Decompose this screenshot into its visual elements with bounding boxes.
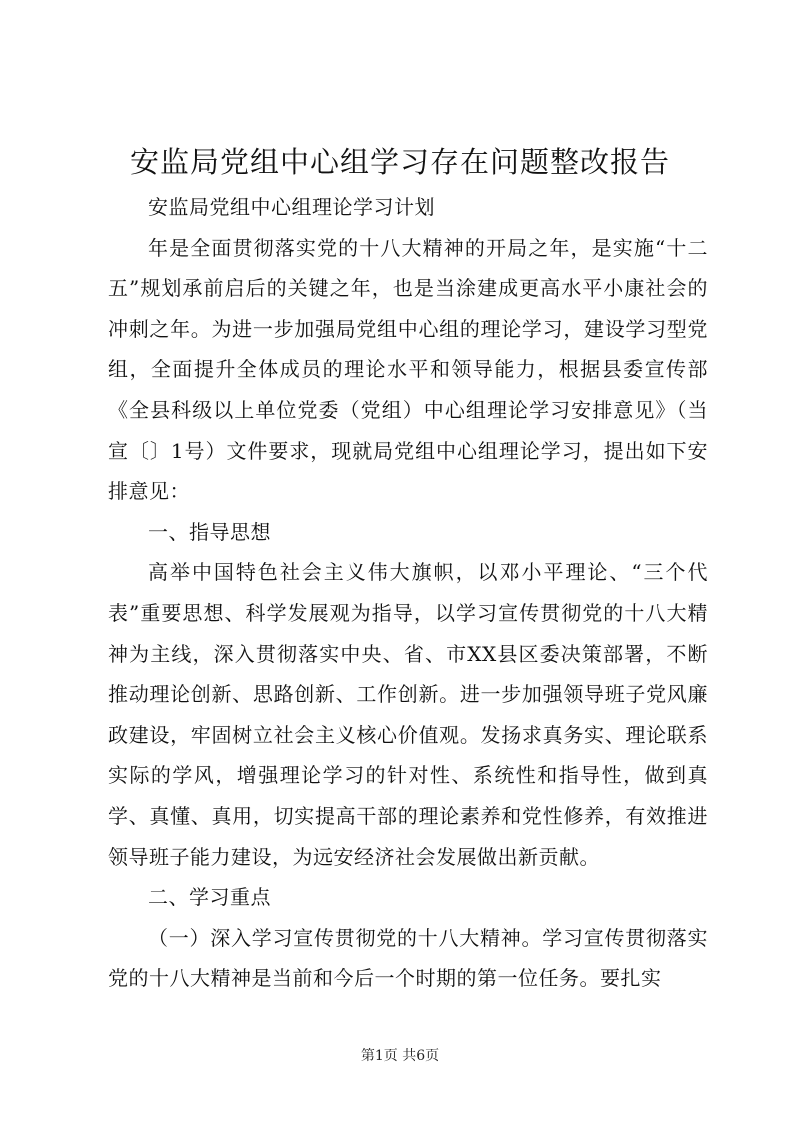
section-heading-guiding-thought: 一、指导思想 bbox=[148, 519, 271, 544]
document-subtitle: 安监局党组中心组理论学习计划 bbox=[148, 195, 435, 219]
guiding-thought-paragraph: 高举中国特色社会主义伟大旗帜，以邓小平理论、“三个代表”重要思想、科学发展观为指导，以学习宣传贯彻党的十八大精神为主线，深入贯彻落实中央、省、市XX县区委决策部署，不断推动理论创新、思路创新、工作创新。进一步加强领导班子党风廉政建设，牢固树立社会主义核心价值观。发扬求真务实、理论联系实际的学风，增强理论学习的针对性、系统性和指导性，做到真学、真懂、真用，切实提高干部的理论素养和党性修养，有效推进领导班子能力建设，为远安经济社会发展做出新贡献。 bbox=[108, 560, 708, 869]
study-focus-paragraph: （一）深入学习宣传贯彻党的十八大精神。学习宣传贯彻落实党的十八大精神是当前和今后一个时期的第一位任务。要扎实 bbox=[108, 925, 708, 991]
intro-paragraph: 年是全面贯彻落实党的十八大精神的开局之年，是实施“十二五”规划承前启后的关键之年，也是当涂建成更高水平小康社会的冲刺之年。为进一步加强局党组中心组的理论学习，建设学习型党组，全面提升全体成员的理论水平和领导能力，根据县委宣传部《全县科级以上单位党委（党组）中心组理论学习安排意见》（当宣〔〕1号）文件要求，现就局党组中心组理论学习，提出如下安排意见： bbox=[108, 235, 708, 504]
page-footer: 第1页 共6页 bbox=[360, 1048, 440, 1064]
document-title: 安监局党组中心组学习存在问题整改报告 bbox=[129, 145, 670, 179]
section-heading-study-focus: 二、学习重点 bbox=[148, 885, 271, 910]
document-body bbox=[108, 187, 708, 999]
